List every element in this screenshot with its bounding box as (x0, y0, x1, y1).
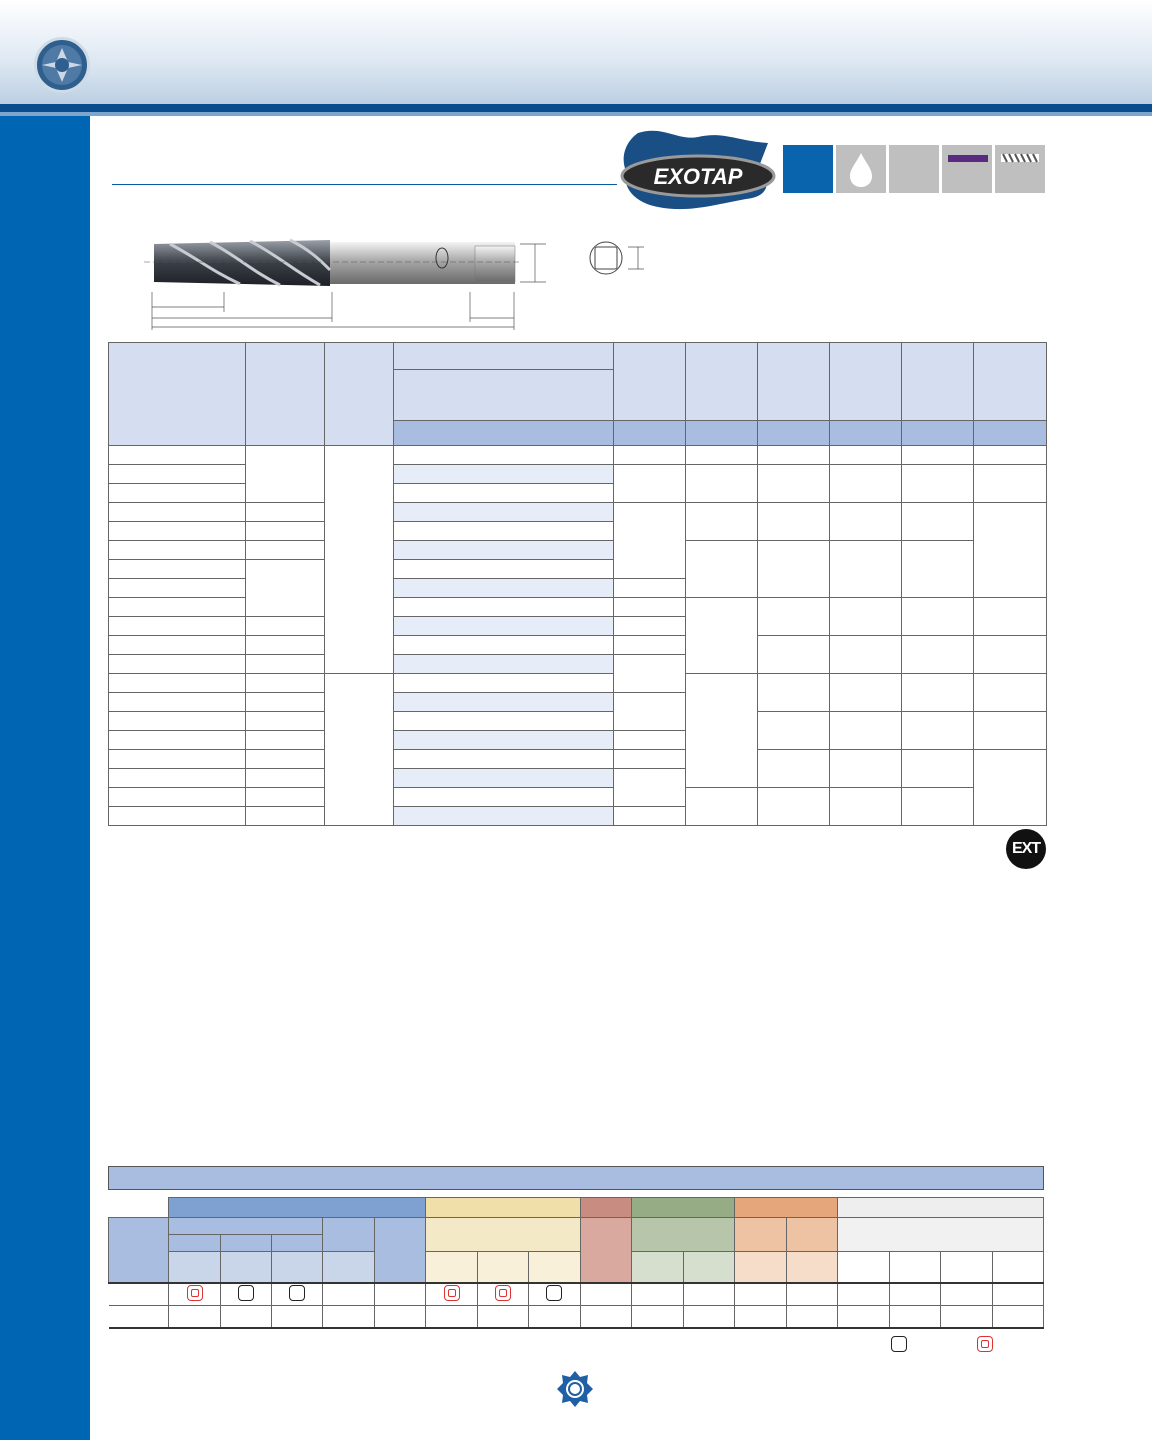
header-cell (974, 343, 1047, 421)
subgroup-header (169, 1218, 323, 1235)
table-cell (109, 446, 246, 465)
row-label-header (109, 1218, 169, 1283)
subheader-cell (830, 421, 902, 446)
double-circle-icon (169, 1283, 221, 1306)
column-header (940, 1252, 992, 1283)
table-cell (394, 693, 614, 712)
table-cell (614, 598, 686, 617)
table-cell (394, 579, 614, 598)
table-cell (830, 503, 902, 541)
header-cell (394, 343, 614, 370)
table-cell (246, 674, 325, 693)
table-cell (974, 750, 1047, 826)
tap-tool-drawing (140, 230, 560, 330)
table-cell (109, 541, 246, 560)
double-circle-icon (478, 1283, 529, 1306)
table-cell (734, 1306, 786, 1328)
table-cell (109, 617, 246, 636)
hatch-bar-icon (995, 145, 1045, 193)
table-cell (758, 598, 830, 636)
circle-icon (221, 1283, 272, 1306)
table-cell (992, 1306, 1043, 1328)
double-circle-icon (426, 1283, 478, 1306)
table-cell (246, 655, 325, 674)
table-cell (109, 674, 246, 693)
table-cell (974, 446, 1047, 465)
subgroup-header (734, 1218, 786, 1252)
header-cell (109, 343, 246, 446)
table-cell (902, 712, 974, 750)
legend-circle-icon (891, 1336, 907, 1357)
table-cell (246, 560, 325, 617)
gray-square-icon (889, 145, 939, 193)
table-cell (614, 636, 686, 655)
table-cell (830, 446, 902, 465)
table-cell (686, 788, 758, 826)
table-cell (246, 693, 325, 712)
table-cell (478, 1306, 529, 1328)
table-cell (758, 750, 830, 788)
table-cell (394, 788, 614, 807)
table-cell (734, 1283, 786, 1306)
table-cell (974, 674, 1047, 712)
table-cell (889, 1283, 940, 1306)
table-cell (394, 769, 614, 788)
column-header (426, 1252, 478, 1283)
header-cell (394, 370, 614, 421)
table-cell (394, 446, 614, 465)
tap-size-table (108, 342, 1047, 826)
group-header (426, 1198, 580, 1218)
table-cell (614, 617, 686, 636)
table-cell (992, 1283, 1043, 1306)
table-cell (830, 712, 902, 750)
table-cell (614, 769, 686, 807)
table-cell (902, 446, 974, 465)
table-cell (246, 712, 325, 731)
subgroup-header (786, 1218, 837, 1252)
table-cell (394, 617, 614, 636)
column-header (837, 1252, 889, 1283)
subgroup-header (580, 1218, 631, 1283)
table-cell (246, 541, 325, 560)
header-band (0, 0, 1152, 108)
table-cell (323, 1306, 375, 1328)
table-cell (758, 712, 830, 750)
header-rule-light (0, 112, 1152, 116)
table-cell (394, 750, 614, 769)
table-cell (614, 503, 686, 579)
table-cell (974, 465, 1047, 503)
column-header (323, 1252, 375, 1283)
table-cell (902, 541, 974, 598)
table-cell (394, 522, 614, 541)
header-rule (0, 104, 1152, 112)
table-cell (246, 769, 325, 788)
table-cell (614, 693, 686, 731)
exotap-logo (618, 127, 778, 212)
table-cell (902, 636, 974, 674)
subgroup-header (837, 1218, 1043, 1252)
circle-icon (272, 1283, 323, 1306)
table-cell (830, 541, 902, 598)
table-cell (246, 807, 325, 826)
table-cell (830, 674, 902, 712)
table-cell (272, 1306, 323, 1328)
subgroup-header (221, 1235, 272, 1252)
table-cell (686, 446, 758, 465)
purple-bar-icon (942, 145, 992, 193)
table-cell (221, 1306, 272, 1328)
column-header (889, 1252, 940, 1283)
table-cell (394, 598, 614, 617)
table-cell (394, 731, 614, 750)
table-cell (109, 769, 246, 788)
subgroup-header (375, 1218, 426, 1283)
table-cell (109, 1283, 169, 1306)
group-header (169, 1198, 426, 1218)
table-cell (974, 598, 1047, 636)
table-cell (974, 636, 1047, 674)
table-cell (169, 1306, 221, 1328)
column-header (478, 1252, 529, 1283)
header-cell (902, 343, 974, 421)
table-cell (109, 1306, 169, 1328)
table-cell (614, 465, 686, 503)
table-cell (109, 655, 246, 674)
table-cell (109, 503, 246, 522)
left-sidebar (0, 116, 90, 1440)
table-cell (686, 674, 758, 788)
column-header (272, 1252, 323, 1283)
table-cell (580, 1283, 631, 1306)
table-cell (394, 712, 614, 731)
table-cell (902, 788, 974, 826)
table-cell (830, 598, 902, 636)
table-cell (758, 503, 830, 541)
table-cell (902, 750, 974, 788)
table-cell (580, 1306, 631, 1328)
column-header (683, 1252, 734, 1283)
table-cell (109, 693, 246, 712)
table-cell (758, 788, 830, 826)
table-cell (631, 1283, 683, 1306)
table-cell (614, 807, 686, 826)
table-cell (246, 446, 325, 503)
table-cell (375, 1306, 426, 1328)
table-cell (837, 1306, 889, 1328)
table-cell (394, 560, 614, 579)
coolant-drop-icon (836, 145, 886, 193)
table-cell (830, 465, 902, 503)
table-cell (109, 465, 246, 484)
subgroup-header (272, 1235, 323, 1252)
material-table-title-bar (108, 1166, 1044, 1190)
table-cell (830, 788, 902, 826)
header-cell (614, 343, 686, 421)
subheader-cell (974, 421, 1047, 446)
table-cell (394, 655, 614, 674)
group-header (837, 1198, 1043, 1218)
table-cell (394, 541, 614, 560)
group-header (631, 1198, 734, 1218)
table-cell (686, 541, 758, 598)
table-cell (394, 503, 614, 522)
header-cell (686, 343, 758, 421)
table-cell (614, 731, 686, 750)
header-cell (830, 343, 902, 421)
table-cell (758, 541, 830, 598)
table-cell (109, 731, 246, 750)
table-cell (323, 1283, 375, 1306)
exotap-logo-text: EXOTAP (653, 164, 743, 189)
table-cell (109, 712, 246, 731)
table-cell (109, 807, 246, 826)
table-cell (614, 579, 686, 598)
table-cell (614, 655, 686, 693)
square-shank-diagram (580, 238, 646, 278)
table-cell (940, 1306, 992, 1328)
table-cell (109, 788, 246, 807)
table-cell (902, 598, 974, 636)
subheader-cell (394, 421, 614, 446)
subheader-cell (902, 421, 974, 446)
column-header (631, 1252, 683, 1283)
subgroup-header (631, 1218, 734, 1252)
table-cell (246, 617, 325, 636)
table-cell (758, 674, 830, 712)
table-cell (109, 522, 246, 541)
header-cell (325, 343, 394, 446)
table-cell (325, 446, 394, 674)
table-cell (529, 1306, 580, 1328)
table-cell (246, 731, 325, 750)
table-cell (246, 788, 325, 807)
table-cell (394, 674, 614, 693)
table-cell (394, 807, 614, 826)
table-cell (109, 750, 246, 769)
table-cell (109, 636, 246, 655)
ext-badge: EXT (1006, 829, 1046, 869)
table-cell (830, 636, 902, 674)
subheader-cell (614, 421, 686, 446)
circle-icon (529, 1283, 580, 1306)
table-cell (686, 465, 758, 503)
table-cell (758, 636, 830, 674)
table-cell (940, 1283, 992, 1306)
osg-gear-logo-icon (34, 37, 90, 93)
column-header (529, 1252, 580, 1283)
column-header (786, 1252, 837, 1283)
table-cell (837, 1283, 889, 1306)
table-cell (758, 465, 830, 503)
table-cell (109, 579, 246, 598)
table-cell (631, 1306, 683, 1328)
subheader-cell (758, 421, 830, 446)
table-cell (109, 560, 246, 579)
group-header (580, 1198, 631, 1218)
subgroup-header (323, 1218, 375, 1252)
table-cell (246, 750, 325, 769)
column-header (992, 1252, 1043, 1283)
table-cell (902, 503, 974, 541)
subgroup-header (169, 1235, 221, 1252)
osg-footer-logo-icon (555, 1369, 595, 1409)
table-cell (375, 1283, 426, 1306)
header-cell (246, 343, 325, 446)
column-header (169, 1252, 221, 1283)
column-header (734, 1252, 786, 1283)
table-cell (786, 1283, 837, 1306)
table-cell (683, 1283, 734, 1306)
table-cell (830, 750, 902, 788)
table-cell (902, 465, 974, 503)
blue-square-icon (783, 145, 833, 193)
table-cell (614, 750, 686, 769)
table-cell (614, 446, 686, 465)
table-cell (974, 503, 1047, 598)
table-cell (246, 636, 325, 655)
table-cell (109, 1198, 169, 1218)
table-cell (394, 484, 614, 503)
table-cell (246, 503, 325, 522)
legend-double-circle-icon (977, 1336, 993, 1357)
table-cell (426, 1306, 478, 1328)
table-cell (686, 503, 758, 541)
subheader-cell (686, 421, 758, 446)
table-cell (246, 522, 325, 541)
table-cell (686, 598, 758, 674)
table-cell (786, 1306, 837, 1328)
title-rule (112, 184, 617, 185)
header-cell (758, 343, 830, 421)
table-cell (394, 636, 614, 655)
table-cell (325, 674, 394, 826)
table-cell (974, 712, 1047, 750)
subgroup-header (426, 1218, 580, 1252)
column-header (221, 1252, 272, 1283)
material-suitability-table (108, 1197, 1044, 1329)
table-cell (758, 446, 830, 465)
table-cell (394, 465, 614, 484)
table-cell (109, 484, 246, 503)
table-cell (683, 1306, 734, 1328)
table-cell (889, 1306, 940, 1328)
table-cell (902, 674, 974, 712)
group-header (734, 1198, 837, 1218)
table-cell (109, 598, 246, 617)
